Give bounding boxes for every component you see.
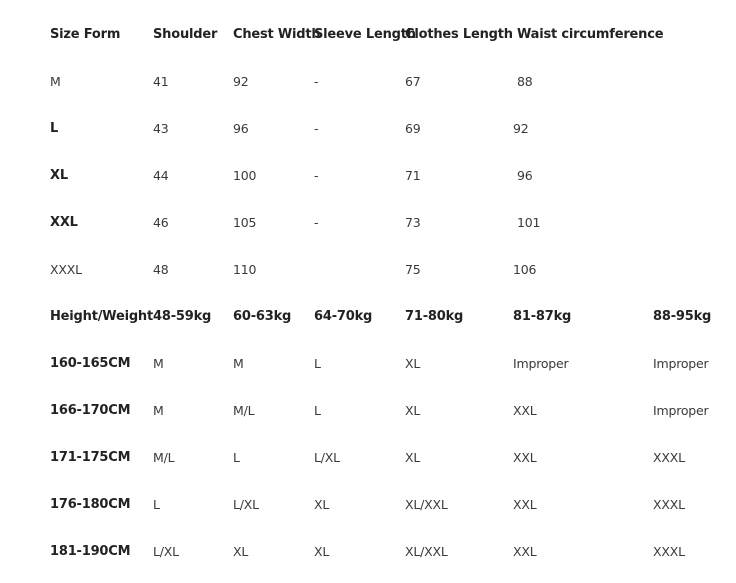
- fit-row-3-height: 171-175CM: [50, 450, 131, 465]
- fit-row-3-cell-1: M/L: [153, 450, 175, 465]
- size-row-l-waist: 92: [513, 121, 529, 136]
- size-header-clothes-length: Clothes Length: [405, 27, 513, 42]
- fit-row-5-cell-2: XL: [233, 544, 249, 559]
- fit-header-height-weight: Height/Weight: [50, 309, 153, 324]
- fit-header-weight-2: 60-63kg: [233, 309, 292, 324]
- fit-row-4-cell-5: XXL: [513, 497, 537, 512]
- size-row-xxl-shoulder: 46: [153, 215, 169, 230]
- fit-header-weight-1: 48-59kg: [153, 309, 212, 324]
- fit-row-1-cell-4: XL: [405, 356, 421, 371]
- fit-row-5-cell-4: XL/XXL: [405, 544, 448, 559]
- size-row-xxl-chest: 105: [233, 215, 257, 230]
- fit-row-1-cell-3: L: [314, 356, 321, 371]
- size-row-xxl-length: 73: [405, 215, 421, 230]
- size-row-xxxl-waist: 106: [513, 262, 537, 277]
- size-row-m-waist: 88: [517, 74, 533, 89]
- fit-row-5-cell-6: XXXL: [653, 544, 685, 559]
- fit-header-weight-3: 64-70kg: [314, 309, 373, 324]
- fit-row-2-cell-6: Improper: [653, 403, 709, 418]
- fit-row-4-cell-6: XXXL: [653, 497, 685, 512]
- size-row-xl-chest: 100: [233, 168, 257, 183]
- fit-row-1-cell-2: M: [233, 356, 244, 371]
- fit-row-4-cell-2: L/XL: [233, 497, 259, 512]
- size-row-xxxl-length: 75: [405, 262, 421, 277]
- size-header-size-form: Size Form: [50, 27, 121, 42]
- size-row-l-shoulder: 43: [153, 121, 169, 136]
- size-row-xl-length: 71: [405, 168, 421, 183]
- fit-row-4-cell-1: L: [153, 497, 160, 512]
- fit-row-1-cell-6: Improper: [653, 356, 709, 371]
- size-row-xl-size: XL: [50, 168, 68, 183]
- fit-row-1-height: 160-165CM: [50, 356, 131, 371]
- fit-row-5-height: 181-190CM: [50, 544, 131, 559]
- fit-header-weight-6: 88-95kg: [653, 309, 712, 324]
- size-row-xxxl-size: XXXL: [50, 262, 82, 277]
- size-row-xxxl-chest: 110: [233, 262, 257, 277]
- fit-row-5-cell-1: L/XL: [153, 544, 179, 559]
- fit-row-2-cell-1: M: [153, 403, 164, 418]
- size-row-l-length: 69: [405, 121, 421, 136]
- fit-row-5-cell-5: XXL: [513, 544, 537, 559]
- fit-row-3-cell-2: L: [233, 450, 240, 465]
- size-header-chest-width: Chest Width: [233, 27, 321, 42]
- fit-header-weight-5: 81-87kg: [513, 309, 572, 324]
- size-row-m-chest: 92: [233, 74, 249, 89]
- fit-header-weight-4: 71-80kg: [405, 309, 464, 324]
- fit-row-2-cell-2: M/L: [233, 403, 255, 418]
- fit-row-2-cell-5: XXL: [513, 403, 537, 418]
- fit-row-3-cell-4: XL: [405, 450, 421, 465]
- size-header-shoulder: Shoulder: [153, 27, 218, 42]
- fit-row-2-cell-4: XL: [405, 403, 421, 418]
- size-row-l-chest: 96: [233, 121, 249, 136]
- fit-row-3-cell-6: XXXL: [653, 450, 685, 465]
- size-row-xl-sleeve: -: [314, 168, 319, 183]
- size-row-xxxl-shoulder: 48: [153, 262, 169, 277]
- fit-row-4-cell-3: XL: [314, 497, 330, 512]
- size-row-xxl-size: XXL: [50, 215, 78, 230]
- fit-row-1-cell-1: M: [153, 356, 164, 371]
- fit-row-1-cell-5: Improper: [513, 356, 569, 371]
- size-row-m-shoulder: 41: [153, 74, 169, 89]
- size-header-sleeve-length: Sleeve Length: [314, 27, 416, 42]
- fit-row-4-height: 176-180CM: [50, 497, 131, 512]
- size-row-xxl-waist: 101: [517, 215, 541, 230]
- size-row-xl-shoulder: 44: [153, 168, 169, 183]
- size-row-l-size: L: [50, 121, 59, 136]
- fit-row-5-cell-3: XL: [314, 544, 330, 559]
- fit-row-3-cell-3: L/XL: [314, 450, 340, 465]
- fit-row-4-cell-4: XL/XXL: [405, 497, 448, 512]
- size-row-m-size: M: [50, 74, 61, 89]
- size-row-m-sleeve: -: [314, 74, 319, 89]
- size-header-waist: Waist circumference: [517, 27, 664, 42]
- size-row-xl-waist: 96: [517, 168, 533, 183]
- size-row-l-sleeve: -: [314, 121, 319, 136]
- fit-row-2-height: 166-170CM: [50, 403, 131, 418]
- fit-row-3-cell-5: XXL: [513, 450, 537, 465]
- size-row-xxl-sleeve: -: [314, 215, 319, 230]
- fit-row-2-cell-3: L: [314, 403, 321, 418]
- size-row-m-length: 67: [405, 74, 421, 89]
